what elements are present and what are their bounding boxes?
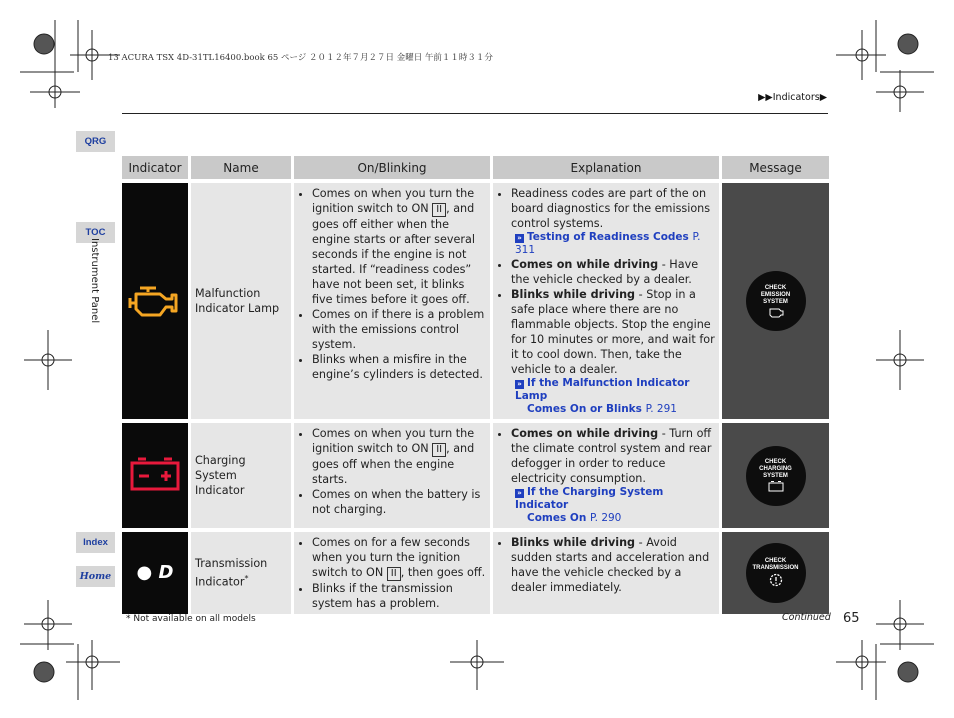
list-item: • Blinks when a misfire in the engine’s cylinders is detected.	[312, 352, 486, 382]
cross-reference-link-continued[interactable]: Comes On or Blinks P. 291	[527, 403, 677, 415]
cross-reference-link[interactable]: » Testing of Readiness Codes P. 311	[515, 231, 701, 256]
footnote: * Not available on all models	[126, 614, 256, 624]
breadcrumb-end-arrow-icon: ▶	[819, 92, 827, 103]
breadcrumb-label: Indicators	[772, 92, 820, 103]
indicator-cell	[122, 419, 191, 528]
list-item: • Comes on while driving - Turn off the climate control system and rear defogger in order to reduce electricity consumption.	[511, 426, 715, 486]
explanation-cell	[493, 528, 722, 614]
list-item: • Comes on when you turn the ignition switch to ON II , and goes off when the engine starts.	[312, 426, 486, 487]
index-button[interactable]: Index	[76, 532, 115, 553]
breadcrumb-arrow-icon: ▶▶	[758, 92, 773, 103]
header-explanation: Explanation	[493, 156, 722, 179]
cross-reference-link[interactable]: » If the Malfunction Indicator Lamp	[515, 377, 690, 402]
reference-arrow-icon: »	[515, 380, 524, 389]
battery-icon	[129, 456, 181, 492]
breadcrumb[interactable]	[758, 92, 827, 103]
page-number: 65	[843, 611, 860, 626]
message-cell	[722, 419, 829, 528]
list-item: • Readiness codes are part of the on board diagnostics for the emissions control systems.	[511, 186, 715, 231]
home-button[interactable]: Home	[76, 566, 115, 587]
list-item: • Comes on when the battery is not charging.	[312, 487, 486, 517]
indicator-cell	[122, 179, 191, 419]
explanation-cell	[493, 419, 722, 528]
list-item: • Comes on if there is a problem with the emissions control system.	[312, 307, 486, 352]
engine-small-icon	[767, 306, 785, 318]
on-blinking-cell	[294, 419, 493, 528]
message-cell	[722, 528, 829, 614]
footnote-mark: *	[244, 574, 249, 584]
print-info-line: 13 ACURA TSX 4D-31TL16400.book 65 ページ ２０１２年７月２７日 金曜日 午前１１時３１分	[108, 53, 493, 63]
list-item: • Comes on when you turn the ignition switch to ON II , and goes off either when the engine starts or after several seconds if the engine is not started. If “readiness codes” have not been set, it blinks five times before it goes off.	[312, 186, 486, 307]
table-row	[122, 528, 829, 614]
list-item: • Blinks if the transmission system has a problem.	[312, 581, 486, 611]
ignition-key-symbol: II	[387, 567, 401, 581]
ignition-key-symbol: II	[432, 443, 446, 457]
explanation-cell	[493, 179, 722, 419]
reference-arrow-icon: »	[515, 489, 524, 498]
list-item: • Blinks while driving - Stop in a safe place where there are no flammable objects. Stop the engine for 10 minutes or more, and wait for it to cool down. Then, take the vehicle to a dealer.	[511, 287, 715, 377]
table-row	[122, 179, 829, 419]
toc-button[interactable]: TOC	[76, 222, 115, 243]
message-display: CHECK CHARGING SYSTEM	[746, 446, 806, 506]
transmission-d-icon: ● D	[136, 561, 174, 583]
header-divider	[122, 113, 828, 114]
check-engine-icon	[128, 280, 182, 318]
message-display: CHECK EMISSION SYSTEM	[746, 271, 806, 331]
continued-label: Continued	[782, 612, 831, 623]
transmission-gear-icon	[767, 572, 785, 588]
section-label: Instrument Panel	[89, 238, 100, 324]
header-message: Message	[722, 156, 829, 179]
ignition-key-symbol: II	[432, 203, 446, 217]
reference-arrow-icon: »	[515, 234, 524, 243]
header-indicator: Indicator	[122, 156, 191, 179]
list-item: • Blinks while driving - Avoid sudden starts and acceleration and have the vehicle checked by a dealer immediately.	[511, 535, 715, 595]
list-item: • Comes on for a few seconds when you turn the ignition switch to ON II , then goes off.	[312, 535, 486, 581]
on-blinking-cell	[294, 528, 493, 614]
table-row	[122, 419, 829, 528]
indicator-name: Malfunction Indicator Lamp	[191, 179, 294, 419]
table-header-row	[122, 156, 829, 179]
qrg-button[interactable]: QRG	[76, 131, 115, 152]
message-display: CHECK TRANSMISSION	[746, 543, 806, 603]
list-item: • Comes on while driving - Have the vehicle checked by a dealer.	[511, 257, 715, 287]
header-name: Name	[191, 156, 294, 179]
indicator-name: Charging System Indicator	[191, 419, 294, 528]
cross-reference-link-continued[interactable]: Comes On P. 290	[527, 512, 622, 524]
indicator-name: Transmission Indicator*	[191, 528, 294, 614]
battery-small-icon	[767, 480, 785, 492]
cross-reference-link[interactable]: » If the Charging System Indicator	[515, 486, 664, 511]
indicator-cell	[122, 528, 191, 614]
header-on-blinking: On/Blinking	[294, 156, 493, 179]
indicator-table	[122, 156, 829, 614]
on-blinking-cell	[294, 179, 493, 419]
message-cell	[722, 179, 829, 419]
